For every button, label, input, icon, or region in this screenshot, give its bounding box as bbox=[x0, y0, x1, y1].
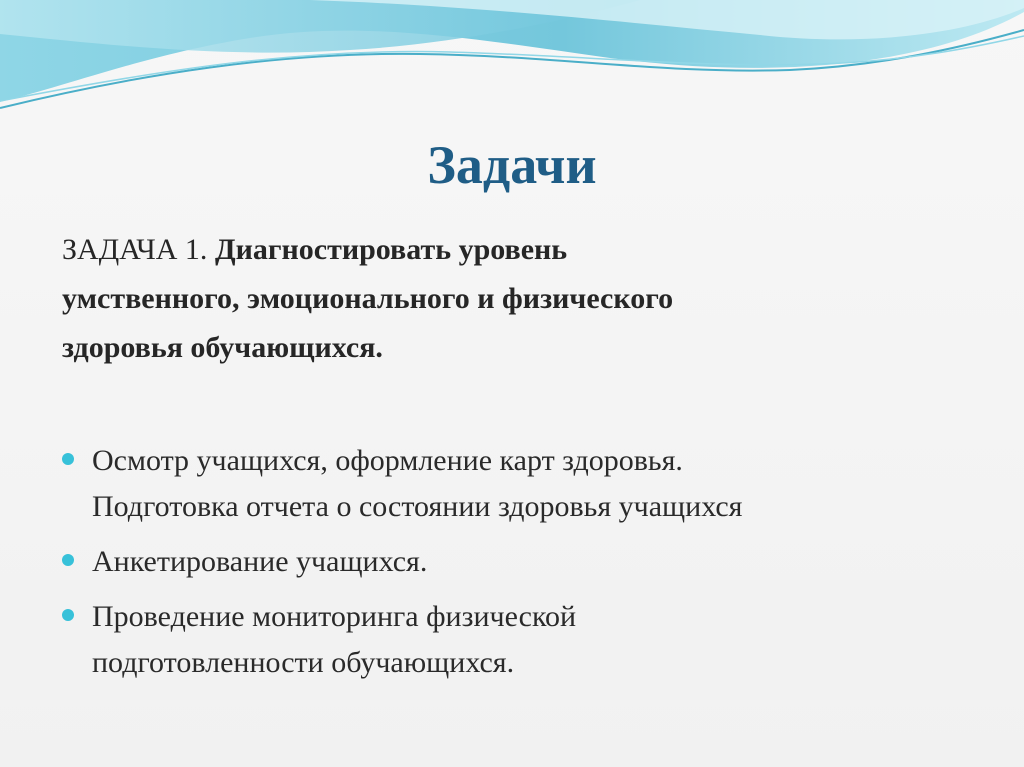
circle-bullet-icon bbox=[62, 609, 74, 621]
bullet-text-line: Анкетирование учащихся. bbox=[92, 545, 428, 578]
slide-title: Задачи bbox=[427, 135, 597, 195]
task-text-line-2: умственного, эмоционального и физического bbox=[62, 282, 674, 315]
task-prefix: ЗАДАЧА 1. bbox=[62, 233, 208, 266]
bullet-item bbox=[60, 594, 980, 686]
bullet-text-line: Проведение мониторинга физической bbox=[92, 600, 577, 633]
task-text-line-3: здоровья обучающихся. bbox=[62, 331, 383, 364]
bullet-list bbox=[60, 438, 980, 695]
circle-bullet-icon bbox=[62, 453, 74, 465]
bullet-item bbox=[60, 438, 980, 530]
bullet-text-line: Подготовка отчета о состоянии здоровья учащихся bbox=[92, 490, 743, 523]
bullet-item bbox=[60, 539, 980, 585]
task-statement bbox=[62, 225, 962, 372]
circle-bullet-icon bbox=[62, 554, 74, 566]
header-wave bbox=[0, 0, 1024, 120]
bullet-text-line: Осмотр учащихся, оформление карт здоровья. bbox=[92, 444, 683, 477]
task-text-line-1: Диагностировать уровень bbox=[214, 233, 568, 266]
bullet-text-line: подготовленности обучающихся. bbox=[92, 646, 515, 679]
task-line-1 bbox=[62, 225, 962, 274]
